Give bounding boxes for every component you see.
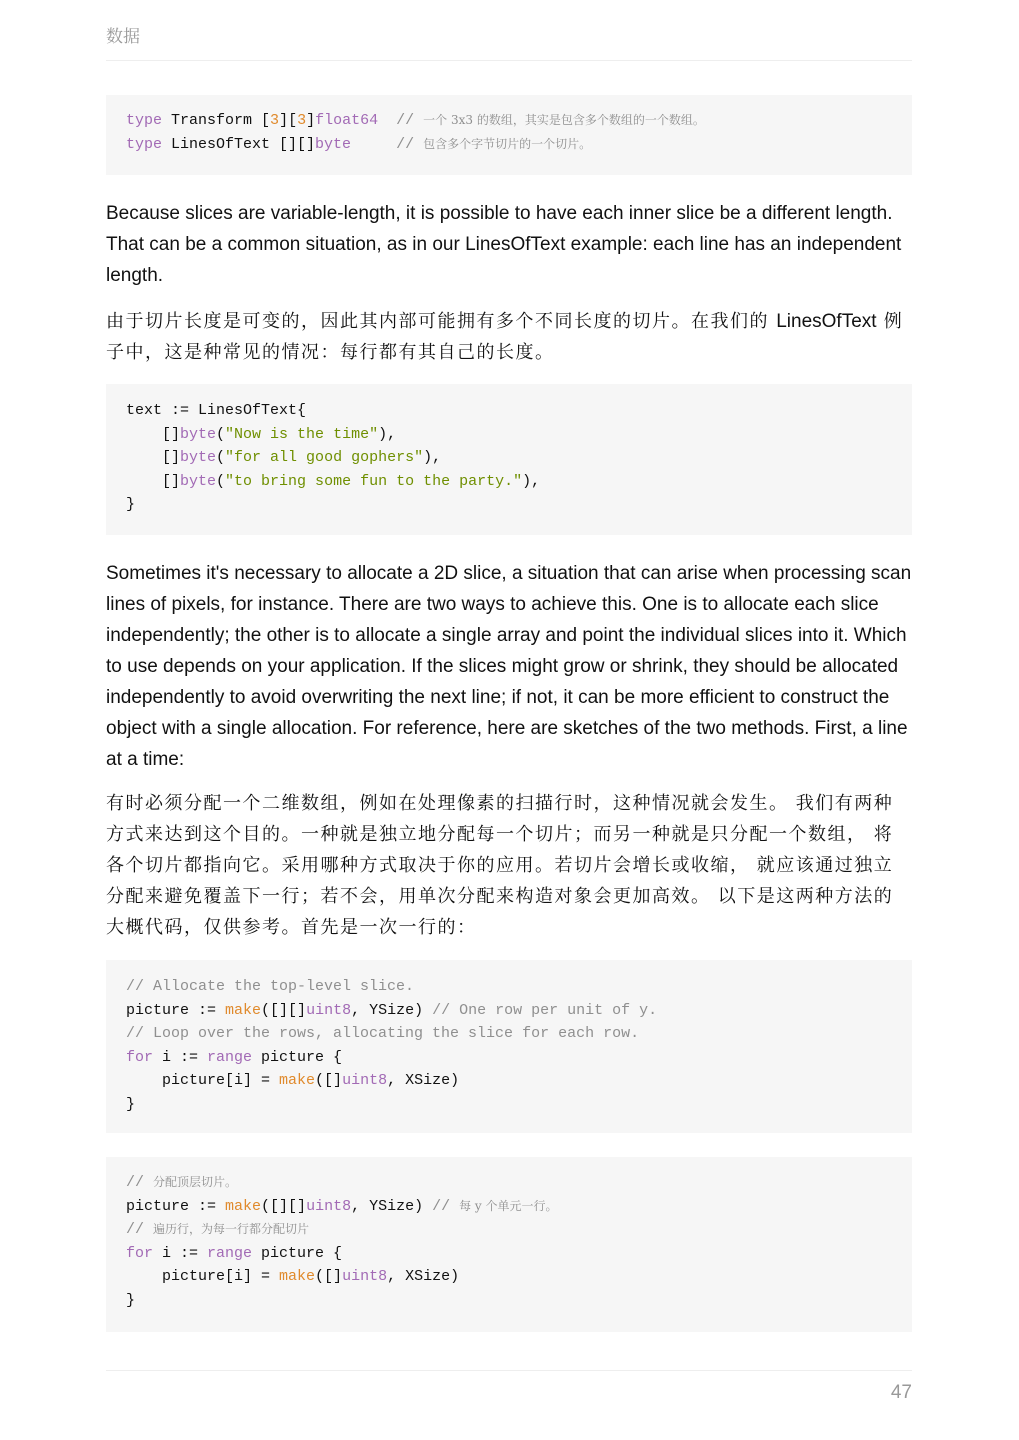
code-line: for i := range picture { [126, 1048, 343, 1066]
page-number: 47 [890, 1382, 912, 1403]
code-line: []byte("Now is the time"), [126, 425, 397, 443]
code-line: } [126, 496, 136, 513]
code-block-lines-of-text [106, 384, 912, 535]
code-block-allocate-en [106, 960, 912, 1133]
code-line: []byte("for all good gophers"), [126, 449, 442, 466]
code-block-type-declarations [106, 95, 912, 175]
running-header: 数据 [106, 27, 140, 47]
code-line: text := LinesOfText{ [126, 402, 307, 419]
header-divider [106, 60, 912, 61]
paragraph-2d-slice-en: Sometimes it's necessary to allocate a 2D slice, a situation that can arise when processing scan lines of pixels, for instance. There are two ways to achieve this. One is to allocate each slice independently; the other is to allocate a single array and point the individual slices into it. Which to use depends on your application. If the slices might grow or shrink, they should be allocated independently to avoid overwriting the next line; if not, it can be more efficient to construct the object with a single allocation. For reference, here are sketches of the two methods. First, a line at a time: [106, 563, 912, 770]
code-block-allocate-cn [106, 1157, 912, 1332]
code-line: type Transform [3][3]float64 // 一个 3x3 的数组，其实是包含多个数组的一个数组。 [126, 112, 705, 129]
code-comment: // 分配顶层切片。 [126, 1174, 238, 1191]
code-line: } [126, 1095, 136, 1113]
code-line: } [126, 1291, 136, 1309]
code-line: picture := make([][]uint8, YSize) // 每 y 个单元一行。 [126, 1197, 558, 1215]
paragraph-2d-slice-cn: 有时必须分配一个二维数组，例如在处理像素的扫描行时，这种情况就会发生。 我们有两种方式来达到这个目的。一种就是独立地分配每一个切片；而另一种就是只分配一个数组， 将各个切片都指向它。采用哪种方式取决于你的应用。若切片会增长或收缩， 就应该通过独立分配来避免覆盖下一行；若不会，用单次分配来构造对象会更加高效。 以下是这两种方法的大概代码，仅供参考。首先是一次一行的： [106, 793, 894, 938]
paragraph-variable-length-en: Because slices are variable-length, it is possible to have each inner slice be a different length. That can be a common situation, as in our LinesOfText example: each line has an independent length. [106, 203, 902, 286]
code-line: picture := make([][]uint8, YSize) // One row per unit of y. [126, 1001, 658, 1019]
code-line: picture[i] = make([]uint8, XSize) [126, 1268, 460, 1285]
code-comment: // Loop over the rows, allocating the slice for each row. [126, 1025, 640, 1042]
code-line: picture[i] = make([]uint8, XSize) [126, 1072, 460, 1089]
paragraph-variable-length-cn: 由于切片长度是可变的，因此其内部可能拥有多个不同长度的切片。在我们的 LinesOfText 例子中，这是种常见的情况：每行都有其自己的长度。 [106, 311, 904, 363]
code-line: for i := range picture { [126, 1244, 343, 1262]
code-comment: // 遍历行，为每一行都分配切片 [126, 1221, 310, 1238]
code-line: type LinesOfText [][]byte // 包含多个字节切片的一个切片。 [126, 135, 592, 153]
code-comment: // Allocate the top-level slice. [126, 978, 415, 995]
footer-divider [106, 1370, 912, 1371]
code-line: []byte("to bring some fun to the party."), [126, 472, 541, 490]
